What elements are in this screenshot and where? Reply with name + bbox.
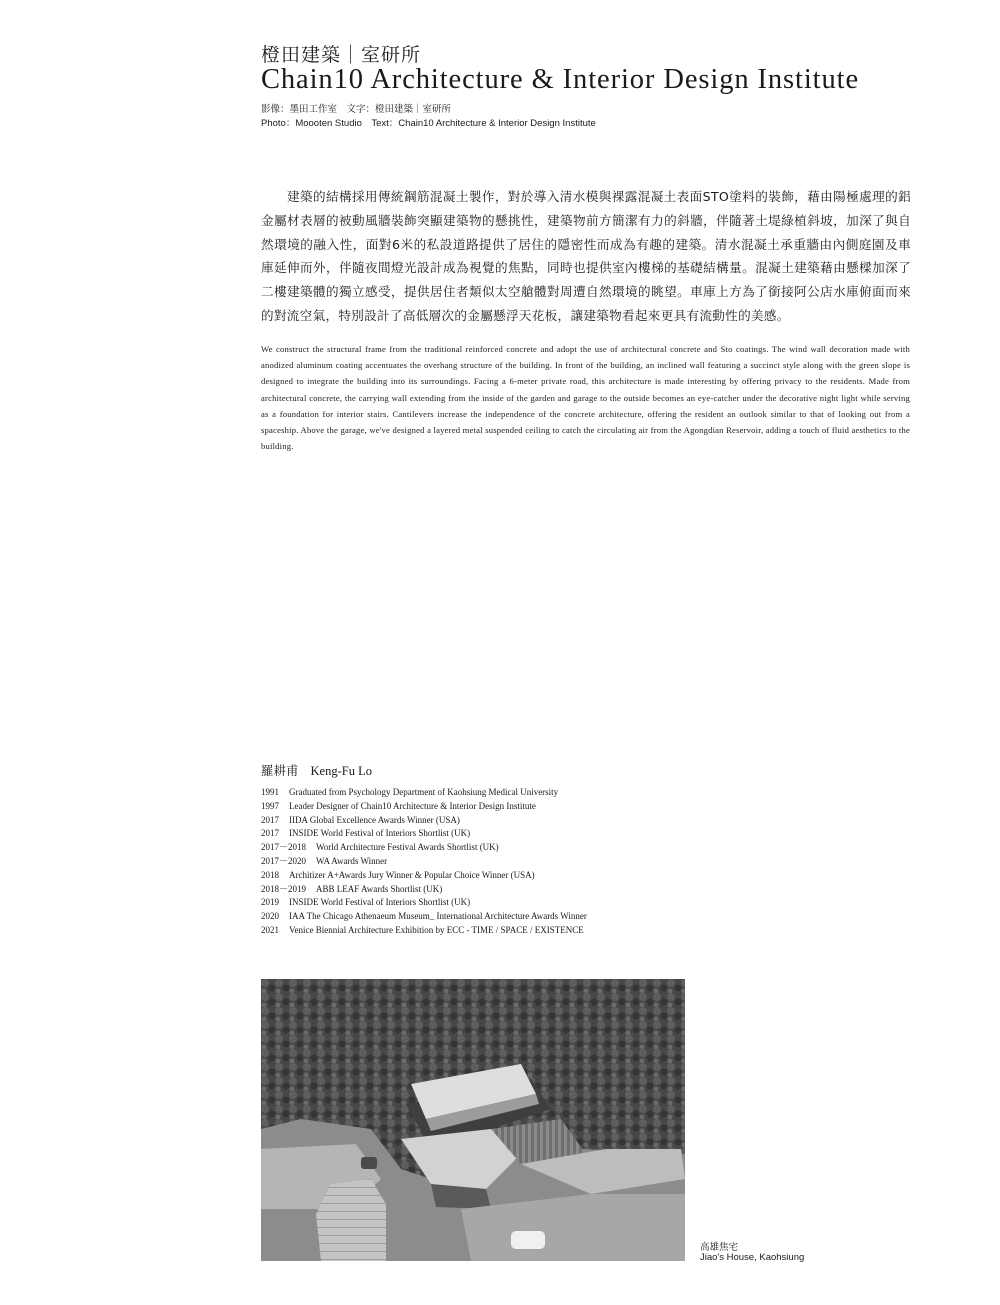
career-year: 2019 — [261, 897, 279, 908]
house-aerial-photo — [261, 979, 685, 1261]
credit-chinese: 影像：墨田工作室 文字：橙田建築｜室研所 — [261, 104, 452, 115]
career-list — [261, 786, 587, 938]
career-item — [261, 855, 587, 869]
career-year: 2017 — [261, 814, 279, 825]
career-item — [261, 869, 587, 883]
career-item — [261, 800, 587, 814]
designer-name-english: Keng-Fu Lo — [310, 764, 372, 778]
designer-name — [261, 761, 372, 779]
career-year: 2017－2020 — [261, 855, 307, 866]
small-car — [361, 1157, 377, 1169]
career-item — [261, 910, 587, 924]
career-item — [261, 883, 587, 897]
career-year: 2017－2018 — [261, 842, 307, 853]
career-text: INSIDE World Festival of Interiors Shortlist (UK) — [289, 897, 471, 908]
photo-caption-english: Jiao's House, Kaohsiung — [700, 1252, 805, 1263]
title-chinese: 橙田建築｜室研所 — [261, 44, 422, 66]
career-text: Leader Designer of Chain10 Architecture & Interior Design Institute — [289, 800, 536, 811]
career-item — [261, 827, 587, 841]
house-aerial-illustration — [261, 979, 685, 1261]
career-item — [261, 786, 587, 800]
title-english: Chain10 Architecture & Interior Design Institute — [261, 64, 860, 95]
career-text: Architizer A+Awards Jury Winner & Popular Choice Winner (USA) — [289, 869, 535, 880]
body-paragraph-english: We construct the structural frame from the traditional reinforced concrete and adopt the use of architectural concrete and Sto coatings. The wind wall decoration made with anodized aluminum coating accentuates the overhang structure of the building. In front of the building, an inclined wall featuring a succinct style along with the green slope is designed to integrate the building into its surroundings. Facing a 6-meter private road, this architecture is made interesting by offering privacy to the residents. Made from architectural concrete, the carrying wall extending from the inside of the garden and garage to the outside becomes an eye-catcher under the decorative night light while serving as a foundation for interior stairs. Cantilevers increase the independence of the concrete architecture, offering the resident an outlook similar to that of looking out from a spaceship. Above the garage, we've designed a layered metal suspended ceiling to catch the circulating air from the Agongdian Reservoir, adding a touch of fluid aesthetics to the building. — [261, 344, 910, 452]
career-year: 2018 — [261, 869, 279, 880]
career-year: 1991 — [261, 787, 279, 797]
career-item — [261, 896, 587, 910]
career-year: 2018－2019 — [261, 883, 307, 894]
career-text: WA Awards Winner — [316, 855, 388, 866]
career-item — [261, 841, 587, 855]
body-paragraph-chinese: 建築的結構採用傳統鋼筋混凝土製作，對於導入清水模與裸露混凝土表面STO塗料的裝飾，藉由陽極處理的鋁金屬材表層的被動風牆裝飾突顯建築物的懸挑性，建築物前方簡潔有力的斜牆，伴隨著土堤綠植斜坡，加深了與自然環境的融入性，面對6米的私設道路提供了居住的隱密性而成為有趣的建築。清水混凝土承重牆由內側庭園及車庫延伸而外，伴隨夜間燈光設計成為視覺的焦點，同時也提供室內樓梯的基礎結構量。混凝土建築藉由懸樑加深了二樓建築體的獨立感受，提供居住者類似太空艙體對周遭自然環境的眺望。車庫上方為了銜接阿公店水庫俯面而來的對流空氣，特別設計了高低層次的金屬懸浮天花板，讓建築物看起來更具有流動性的美感。 — [261, 189, 911, 323]
career-text: INSIDE World Festival of Interiors Shortlist (UK) — [289, 828, 471, 839]
parked-car — [511, 1231, 545, 1249]
career-text: Graduated from Psychology Department of Kaohsiung Medical University — [289, 787, 559, 797]
career-year: 2017 — [261, 828, 279, 839]
career-text: IAA The Chicago Athenaeum Museum_ International Architecture Awards Winner — [289, 911, 587, 922]
career-text: Venice Biennial Architecture Exhibition by ECC - TIME / SPACE / EXISTENCE — [289, 924, 584, 935]
career-item — [261, 814, 587, 828]
career-text: ABB LEAF Awards Shortlist (UK) — [316, 883, 443, 894]
photo-caption-chinese: 高雄焦宅 — [700, 1242, 739, 1253]
career-year: 2021 — [261, 924, 279, 935]
career-year: 2020 — [261, 911, 279, 922]
designer-name-chinese: 羅耕甫 — [261, 764, 299, 778]
career-item — [261, 924, 587, 938]
career-text: World Architecture Festival Awards Shortlist (UK) — [316, 842, 499, 853]
career-text: IIDA Global Excellence Awards Winner (USA) — [289, 814, 460, 825]
credit-english: Photo：Moooten Studio Text：Chain10 Architecture & Interior Design Institute — [261, 118, 596, 129]
career-year: 1997 — [261, 800, 279, 811]
